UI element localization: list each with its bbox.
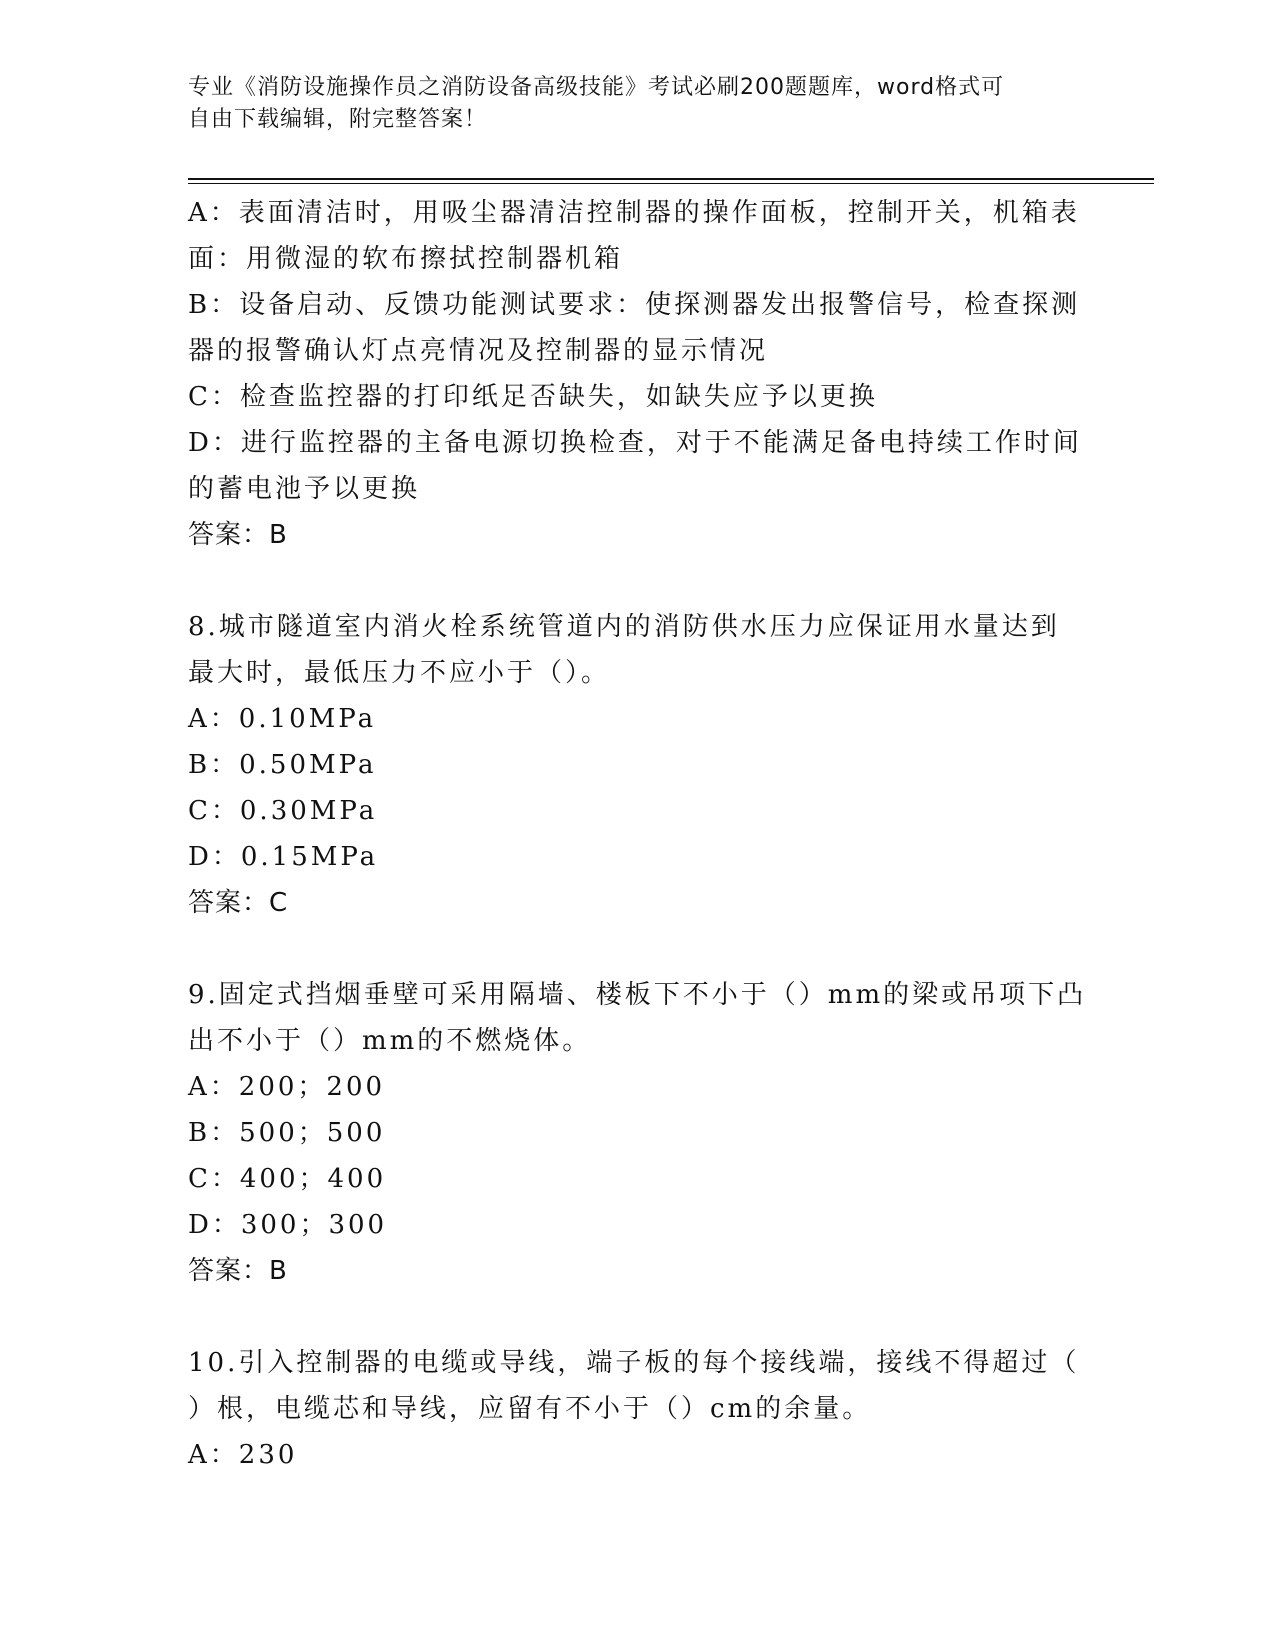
option-b-line-2: 器的报警确认灯点亮情况及控制器的显示情况 [188,336,769,366]
question-10 [188,1340,1088,1478]
option-a: A：0.10MPa [188,704,377,734]
question-7-options [188,190,1088,558]
option-c: C：检查监控器的打印纸足否缺失，如缺失应予以更换 [188,382,878,412]
option-b: B：500；500 [188,1118,386,1148]
header-line-1: 专业《消防设施操作员之消防设备高级技能》考试必刷200题题库，word格式可 [188,75,1005,100]
option-d: D：0.15MPa [188,842,379,872]
question-8-stem-line-1: 8.城市隧道室内消火栓系统管道内的消防供水压力应保证用水量达到 [188,612,1060,642]
question-9-stem-line-2: 出不小于（）mm的不燃烧体。 [188,1026,592,1056]
question-10-stem-line-2: ）根，电缆芯和导线，应留有不小于（）cm的余量。 [188,1394,872,1424]
answer-7: 答案：B [188,520,288,550]
option-a: A：230 [188,1440,298,1470]
option-b-line-1: B：设备启动、反馈功能测试要求：使探测器发出报警信号，检查探测 [188,290,1081,320]
spacer [188,558,1088,604]
question-9-stem-line-1: 9.固定式挡烟垂壁可采用隔墙、楼板下不小于（）mm的梁或吊项下凸 [188,980,1087,1010]
question-list [188,190,1088,1478]
document-header [188,72,1078,136]
spacer [188,926,1088,972]
question-8 [188,604,1088,926]
option-c: C：400；400 [188,1164,387,1194]
option-a-line-2: 面：用微湿的软布擦拭控制器机箱 [188,244,624,274]
option-d-line-2: 的蓄电池予以更换 [188,474,421,504]
answer-8: 答案：C [188,888,289,918]
header-line-2: 自由下载编辑，附完整答案！ [188,107,488,132]
header-divider-thin [188,183,1154,184]
option-c: C：0.30MPa [188,796,378,826]
option-d: D：300；300 [188,1210,388,1240]
question-10-stem-line-1: 10.引入控制器的电缆或导线，端子板的每个接线端，接线不得超过（ [188,1348,1080,1378]
answer-9: 答案：B [188,1256,288,1286]
question-9 [188,972,1088,1294]
option-d-line-1: D：进行监控器的主备电源切换检查，对于不能满足备电持续工作时间 [188,428,1082,458]
question-8-stem-line-2: 最大时，最低压力不应小于（）。 [188,658,611,688]
option-a: A：200；200 [188,1072,386,1102]
option-a-line-1: A：表面清洁时，用吸尘器清洁控制器的操作面板，控制开关，机箱表 [188,198,1080,228]
option-b: B：0.50MPa [188,750,377,780]
spacer [188,1294,1088,1340]
header-divider-thick [188,178,1154,180]
